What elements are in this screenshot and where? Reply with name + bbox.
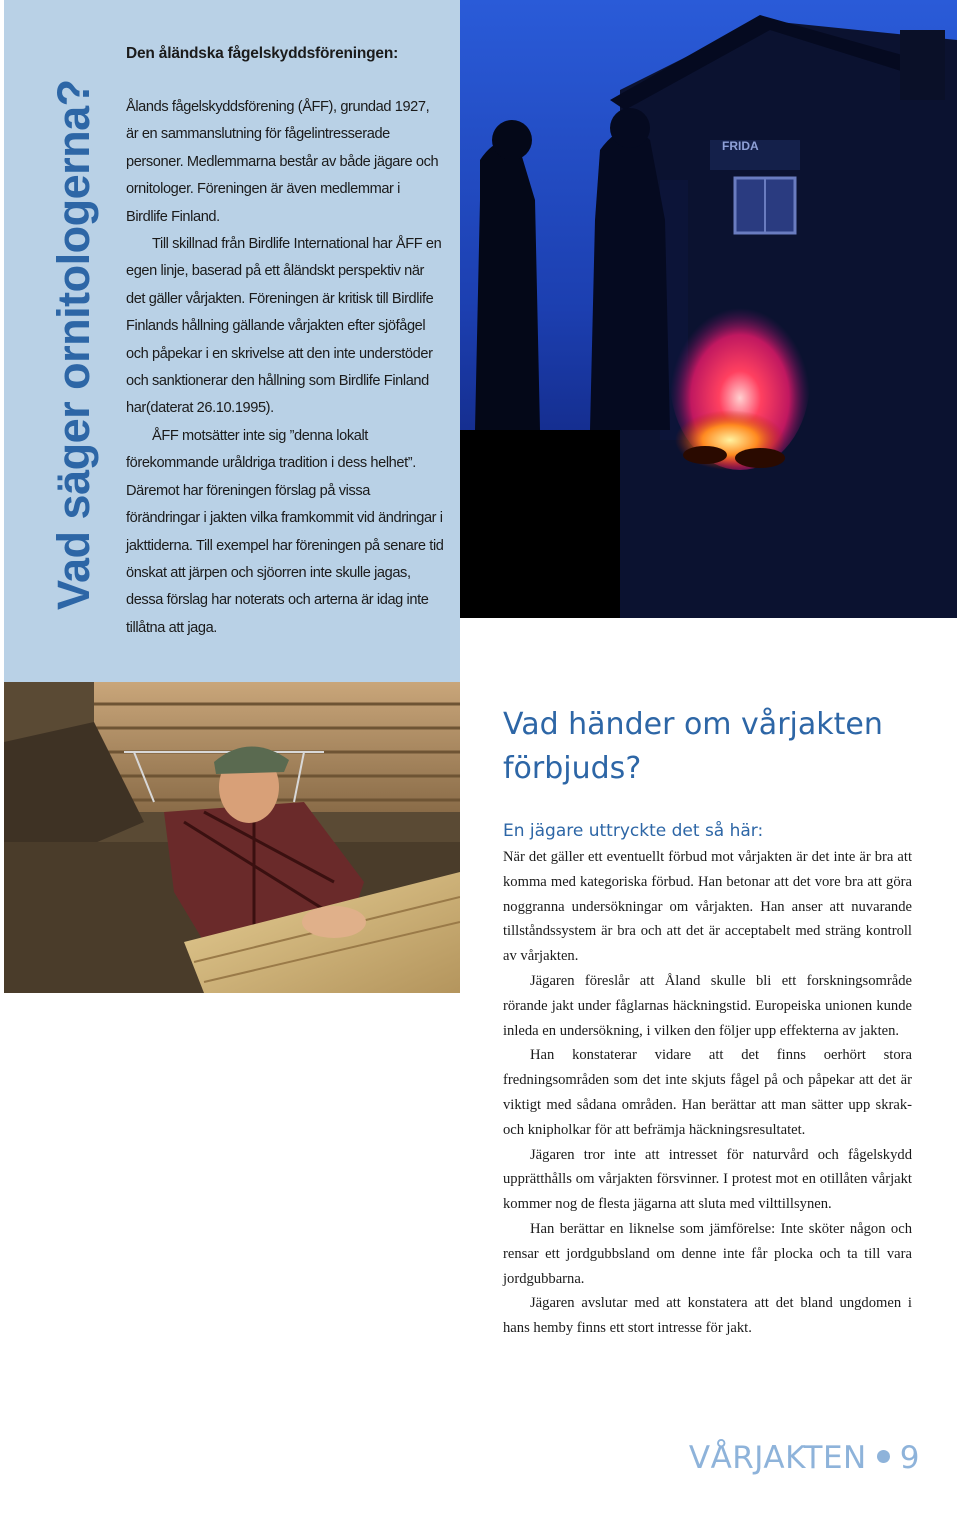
main-paragraph: Jägaren tror inte att intresset för naturvård och fågelskydd upprätthålls om vårjakten försvinner. I protest mot en otillåten vårjakt kommer nog de flesta jägarna att sluta med vilttillsynen. (503, 1146, 912, 1213)
sidebar-panel (4, 0, 460, 682)
main-paragraph: Han konstaterar vidare att det finns oerhört stora fredningsområden som det inte skjuts fågel på och påpekar att det är viktigt med sådana områden. Han berättar att man sätter upp skrak- och knipholkar för att befrämja häckningsresultatet. (503, 1047, 912, 1138)
sub-heading: En jägare uttryckte det så här: (503, 821, 764, 841)
vertical-title: Vad säger ornitologerna? (48, 79, 99, 610)
sidebar-heading: Den åländska fågelskyddsföreningen: (126, 45, 399, 62)
sidebar-paragraph: Till skillnad från Birdlife International har ÅFF en egen linje, baserad på ett åländskt perspektiv när det gäller vårjakten. Föreningen är kritisk till Birdlife Finlands hållning gällande vårjakten efter sjöfågel och påpekar i en skrivelse att den inte understöder och sanktionerar den hållning som Birdlife Finland har(daterat 26.10.1995). (126, 236, 442, 417)
house-sign: FRIDA (722, 139, 759, 153)
sidebar-paragraph: Ålands fågelskyddsförening (ÅFF), grundad 1927, är en sammanslutning för fågelintresserade personer. Medlemmarna består av både jägare och ornitologer. Föreningen är även medlemmar i Birdlife Finland. (126, 99, 439, 225)
footer-section: VÅRJAKTEN (688, 1440, 867, 1476)
bonfire-photo (460, 0, 957, 618)
main-paragraph: När det gäller ett eventuellt förbud mot vårjakten är det inte är bra att komma med kategoriska förbud. Han betonar att det vore bra att göra noggranna undersökningar om vårjakten. Han anser att nuvarande tillståndssystem är bra och att det är acceptabelt med sträng kontroll av vårjakten. (503, 849, 912, 965)
hunter-photo (4, 682, 460, 993)
main-body (503, 845, 912, 1341)
sidebar-paragraph: ÅFF motsätter inte sig ”denna lokalt förekommande uråldriga tradition i dess helhet”. Däremot har föreningen förslag på vissa förändringar i jakten vilka framkommit vid ändringar i jakttiderna. Till exempel har föreningen på senare tid önskat att järpen och sjöorren inte skulle jagas, dessa förslag har noterats och arterna är idag inte tillåtna att jaga. (126, 427, 444, 636)
main-heading: Vad händer om vårjakten förbjuds? (503, 707, 883, 786)
page-footer (689, 1440, 920, 1476)
main-paragraph: Han berättar en liknelse som jämförelse: Inte sköter någon och rensar ett jordgubbsland om denne inte får plocka och ta till vara jordgubbarna. (503, 1220, 912, 1287)
main-paragraph: Jägaren föreslår att Åland skulle bli ett forskningsområde rörande jakt under fåglarnas häckningstid. Europeiska unionen kunde inleda en undersökning, i vilken den följer upp effekterna av jakten. (503, 972, 912, 1039)
main-paragraph: Jägaren avslutar med att konstatera att det bland ungdomen i hans hemby finns ett stort intresse för jakt. (503, 1295, 912, 1337)
bullet-icon (877, 1450, 890, 1463)
page-number: 9 (899, 1440, 920, 1476)
sidebar-body (126, 40, 444, 642)
